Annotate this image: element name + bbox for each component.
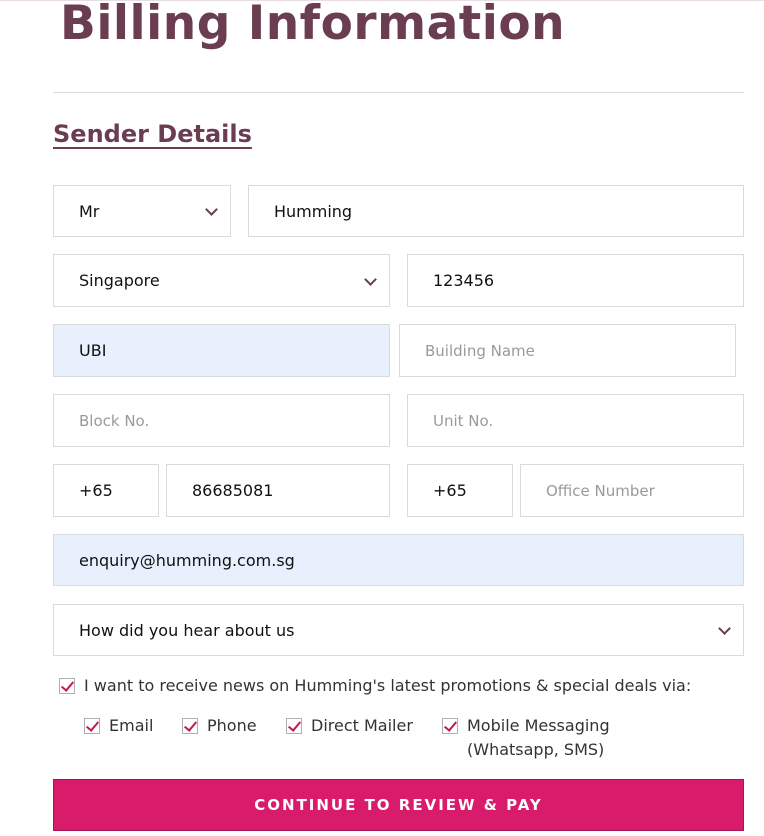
email-field[interactable]	[53, 534, 744, 586]
street-field[interactable]	[53, 324, 390, 377]
mobile-messaging-sublabel: (Whatsapp, SMS)	[467, 740, 605, 759]
unit-no-field[interactable]	[407, 394, 744, 447]
email-channel-checkbox[interactable]	[84, 718, 100, 734]
phone-channel-label: Phone	[207, 716, 257, 735]
salutation-value: Mr	[79, 201, 100, 221]
salutation-select[interactable]	[53, 185, 231, 237]
email-value: enquiry@humming.com.sg	[79, 550, 295, 570]
block-no-placeholder: Block No.	[79, 411, 150, 430]
mobile-code-value: +65	[79, 481, 113, 500]
section-title: Sender Details	[53, 120, 252, 148]
chevron-down-icon	[205, 203, 218, 216]
promotions-label: I want to receive news on Humming's latest promotions & special deals via:	[84, 676, 692, 695]
chevron-down-icon	[718, 622, 731, 635]
street-value: UBI	[79, 341, 107, 360]
name-value: Humming	[274, 201, 353, 221]
referral-select[interactable]	[53, 604, 744, 656]
mobile-messaging-checkbox[interactable]	[442, 718, 458, 734]
building-name-placeholder: Building Name	[425, 341, 535, 360]
promotions-checkbox[interactable]	[59, 678, 75, 694]
country-value: Singapore	[79, 271, 160, 290]
chevron-down-icon	[364, 273, 377, 286]
building-name-field[interactable]	[399, 324, 736, 377]
header-divider	[53, 92, 744, 93]
office-number-placeholder: Office Number	[546, 481, 655, 500]
unit-no-placeholder: Unit No.	[433, 411, 494, 430]
referral-value: How did you hear about us	[79, 620, 295, 640]
continue-to-review-button[interactable]: CONTINUE TO REVIEW & PAY	[53, 779, 744, 831]
block-no-field[interactable]	[53, 394, 390, 447]
postal-code-field[interactable]	[407, 254, 744, 307]
mobile-number-field[interactable]	[166, 464, 390, 517]
direct-mailer-label: Direct Mailer	[311, 716, 413, 735]
mobile-messaging-label: Mobile Messaging	[467, 716, 610, 735]
direct-mailer-checkbox[interactable]	[286, 718, 302, 734]
mobile-number-value: 86685081	[192, 481, 274, 500]
page-title: Billing Information	[60, 0, 566, 51]
postal-code-value: 123456	[433, 271, 495, 290]
office-code-value: +65	[433, 481, 467, 500]
email-channel-label: Email	[109, 716, 154, 735]
name-field[interactable]	[248, 185, 744, 237]
mobile-code-field[interactable]	[53, 464, 159, 517]
office-number-field[interactable]	[520, 464, 744, 517]
country-select[interactable]	[53, 254, 390, 307]
phone-channel-checkbox[interactable]	[182, 718, 198, 734]
office-code-field[interactable]	[407, 464, 513, 517]
